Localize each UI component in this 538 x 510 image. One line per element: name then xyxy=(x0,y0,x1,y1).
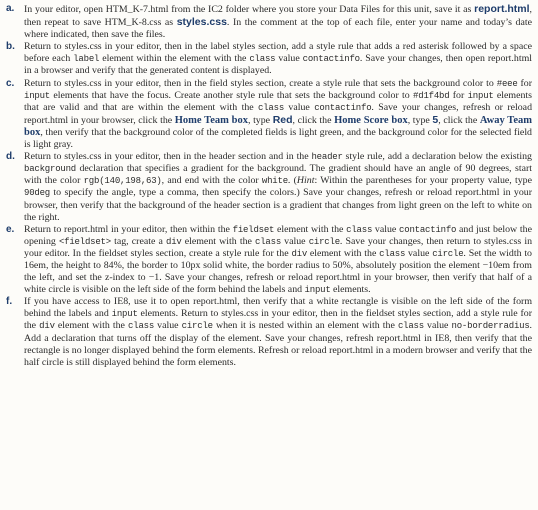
body-text: , then verify that the background color of the completed fields is light green, and the background color for the selected field is light gray. xyxy=(24,126,532,151)
body-text: . ( xyxy=(287,175,297,187)
code-term: circle xyxy=(432,248,464,259)
body-text: . Set the width to 16em, the height to 84%, the border to 10px solid white, the border radius to 50%, absolutely position the element −10em from the left, and set the z-index to −1. Save your changes, refresh or reload report.html in your browser, then verify that half of a white circle is visible on the left side of the form behind the labels and xyxy=(24,247,532,296)
body-text: In your editor, open HTM_K-7.html from the IC2 folder where you store your Data Files for this unit, save it as xyxy=(24,4,475,15)
body-text: Return to report.html in your editor, then within the xyxy=(24,223,233,235)
code-term: header xyxy=(311,152,343,163)
body-text: : Within the parentheses for your property value, type xyxy=(314,175,532,187)
body-text: when it is nested within an element with the xyxy=(212,320,398,332)
body-text: , type xyxy=(407,114,433,126)
code-term: #eee xyxy=(496,78,518,89)
code-term: contactinfo xyxy=(302,54,360,65)
code-term: 90deg xyxy=(24,188,51,199)
code-term: class xyxy=(258,102,285,113)
code-term: input xyxy=(111,309,138,320)
body-text: , then repeat to save HTM_K-8.css as xyxy=(24,4,532,29)
code-term: #d1f4bd xyxy=(413,90,450,101)
body-text: . Save your changes, then open report.html in a browser and verify that the generated content is displayed. xyxy=(24,53,532,77)
code-term: class xyxy=(379,248,406,259)
code-term: div xyxy=(166,236,182,247)
body-text: , and end with the color xyxy=(161,175,262,187)
ui-element-term: Home Score box xyxy=(334,114,408,126)
body-text: element with the xyxy=(181,235,256,247)
code-term: circle xyxy=(181,321,213,332)
body-text: tag, create a xyxy=(110,235,166,247)
typed-term: styles.css xyxy=(176,16,227,29)
code-term: input xyxy=(24,90,51,101)
body-text: value xyxy=(281,235,309,247)
step-marker: c. xyxy=(6,77,15,89)
body-text: . Add a declaration that turns off the display of the element. Save your changes, refresh report.html in IE8, then verify that the rectangle is no longer displayed behind the form elements. Refresh or reload report.html in a modern browser and verify that the half circle is still displayed behind the form elements. xyxy=(24,320,533,368)
step-f xyxy=(4,296,532,369)
step-marker: a. xyxy=(6,3,15,14)
ui-element-term: Home Team box xyxy=(174,114,248,126)
body-text: element within the element with the xyxy=(99,53,250,65)
body-text: element with the xyxy=(307,247,380,259)
step-body xyxy=(24,3,532,41)
code-term: fieldset xyxy=(232,224,275,235)
step-marker: e. xyxy=(6,223,15,235)
body-text: elements that are valid and that are within the element with the xyxy=(24,89,533,113)
code-term: background xyxy=(24,164,77,175)
body-text: to specify the angle, type a comma, then specify the colors.) Save your changes, refresh or reload report.html in your browser, then verify that the background of the header section is a gradient that changes from light green on the left to white on the right. xyxy=(24,187,532,223)
code-term: div xyxy=(39,321,55,332)
code-term: div xyxy=(291,248,308,259)
body-text: for xyxy=(449,89,468,101)
ui-element-term: Away Team box xyxy=(24,114,532,138)
typed-term: report.html xyxy=(474,3,530,15)
code-term: class xyxy=(255,236,282,247)
body-text: value xyxy=(372,223,400,235)
body-text: value xyxy=(405,247,433,259)
body-text: declaration that specifies a gradient for the background. The gradient should have an angle of 90 degrees, start with the color xyxy=(24,163,532,187)
body-text: element with the xyxy=(54,320,129,332)
body-text: elements. Return to styles.css in your editor, then in the fieldset styles section, add a style rule for the xyxy=(24,308,532,332)
code-term: class xyxy=(249,54,276,65)
typed-term: 5 xyxy=(432,113,439,126)
body-text: element with the xyxy=(274,223,347,235)
step-e xyxy=(4,224,532,297)
step-body xyxy=(24,41,532,77)
code-term: class xyxy=(346,224,373,235)
body-text: Return to styles.css in your editor, then in the field styles section, create a style rule that sets the background color to xyxy=(24,77,497,89)
body-text: . Save your changes, refresh or reload report.html in your browser, click the xyxy=(24,101,533,126)
step-marker: b. xyxy=(6,41,15,53)
step-d xyxy=(4,151,532,224)
code-term: contactinfo xyxy=(399,224,457,235)
body-text: and just below the opening xyxy=(24,223,532,247)
body-text: elements that have the focus. Create another style rule that sets the background color to xyxy=(50,89,414,101)
step-a xyxy=(4,3,532,41)
code-term: contactinfo xyxy=(314,102,372,113)
body-text: , click the xyxy=(292,114,335,126)
code-term: input xyxy=(467,90,494,101)
code-term: white xyxy=(261,176,288,187)
body-text: . Save your changes, then return to styles.css in your editor. In the fieldset styles section, create a style rule for the xyxy=(24,235,533,259)
code-term: <fieldset> xyxy=(58,236,111,247)
step-body xyxy=(24,78,532,152)
step-marker: f. xyxy=(6,296,13,308)
step-c xyxy=(4,78,532,152)
body-text: value xyxy=(284,101,315,113)
code-term: input xyxy=(304,285,331,296)
step-body xyxy=(24,224,532,297)
code-term: class xyxy=(128,321,155,332)
typed-term: Red xyxy=(272,113,293,126)
body-text: Return to styles.css in your editor, then in the label styles section, add a style rule that adds a red asterisk followed by a space before each xyxy=(24,41,532,65)
code-term: circle xyxy=(308,236,340,247)
body-text: value xyxy=(275,53,303,65)
step-body xyxy=(24,296,532,369)
code-term: no-borderradius xyxy=(451,321,530,332)
code-term: rgb(140,198,63) xyxy=(83,176,162,187)
code-term: class xyxy=(397,321,424,332)
hint-label: Hint xyxy=(296,175,315,187)
body-text: Return to styles.css in your editor, then in the header section and in the xyxy=(24,151,312,163)
body-text: value xyxy=(154,320,182,332)
body-text: , click the xyxy=(438,114,480,126)
body-text: style rule, add a declaration below the existing xyxy=(342,151,532,163)
body-text: elements. xyxy=(330,284,371,296)
step-body xyxy=(24,151,532,224)
body-text: If you have access to IE8, use it to open report.html, then verify that a white rectangle is visible on the left side of the form behind the labels and xyxy=(24,296,532,320)
body-text: . In the comment at the top of each file, enter your name and today’s date where indicated, then save the files. xyxy=(24,17,532,41)
step-marker: d. xyxy=(6,151,15,163)
code-term: label xyxy=(73,54,100,65)
body-text: value xyxy=(423,320,452,332)
body-text: , type xyxy=(247,114,273,126)
body-text: for xyxy=(517,77,532,89)
step-b xyxy=(4,41,532,77)
